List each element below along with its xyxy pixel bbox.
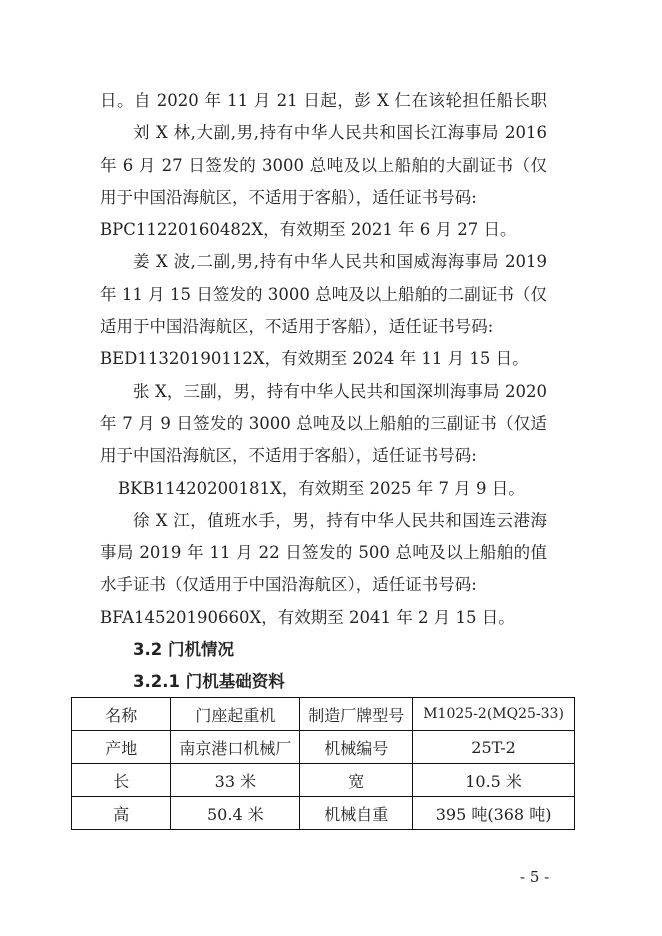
text-line: 适用于中国沿海航区，不适用于客船），适任证书号码: (100, 317, 494, 337)
table-row (72, 731, 575, 764)
table-cell: 制造厂牌型号 (300, 698, 413, 731)
text-line: 年 6 月 27 日签发的 3000 总吨及以上船舶的大副证书（仅 (100, 155, 547, 175)
table-cell: 机械自重 (300, 797, 413, 830)
text-line: BED11320190112X，有效期至 2024 年 11 月 15 日。 (100, 349, 529, 369)
table-cell: 名称 (72, 698, 171, 731)
text-line: 徐 X 江，值班水手，男，持有中华人民共和国连云港海 (133, 510, 547, 530)
table-row (72, 764, 575, 797)
crane-info-table (71, 697, 575, 830)
text-line: 用于中国沿海航区，不适用于客船），适任证书号码: (100, 446, 477, 466)
text-line: 用于中国沿海航区，不适用于客船），适任证书号码: (100, 187, 477, 207)
table-cell: 25T-2 (413, 731, 575, 764)
table-cell: 长 (72, 764, 171, 797)
subsection-heading: 3.2.1 门机基础资料 (133, 672, 285, 692)
body-text (100, 85, 547, 699)
table-row (72, 698, 575, 731)
text-line: 年 7 月 9 日签发的 3000 总吨及以上船舶的三副证书（仅适 (100, 413, 547, 433)
table-row (72, 797, 575, 830)
table-cell: 395 吨(368 吨) (413, 797, 575, 830)
text-line: BFA14520190660X，有效期至 2041 年 2 月 15 日。 (100, 607, 515, 627)
table-cell: 10.5 米 (413, 764, 575, 797)
text-line: BPC11220160482X，有效期至 2021 年 6 月 27 日。 (100, 220, 517, 240)
table-cell: M1025-2(MQ25-33) (413, 698, 575, 731)
section-heading: 3.2 门机情况 (133, 640, 234, 660)
table-cell: 门座起重机 (171, 698, 300, 731)
text-line: BKB11420200181X，有效期至 2025 年 7 月 9 日。 (118, 478, 525, 498)
text-line: 日。自 2020 年 11 月 21 日起，彭 X 仁在该轮担任船长职 (100, 91, 547, 110)
table-cell: 宽 (300, 764, 413, 797)
text-line: 年 11 月 15 日签发的 3000 总吨及以上船舶的二副证书（仅 (100, 284, 547, 304)
text-line: 水手证书（仅适用于中国沿海航区），适任证书号码: (100, 575, 477, 595)
text-line: 事局 2019 年 11 月 22 日签发的 500 总吨及以上船舶的值 (100, 543, 547, 563)
table-cell: 机械编号 (300, 731, 413, 764)
table-cell: 高 (72, 797, 171, 830)
page-number: - 5 - (520, 868, 550, 886)
table-cell: 产地 (72, 731, 171, 764)
table-cell: 33 米 (171, 764, 300, 797)
text-line: 刘 X 林,大副,男,持有中华人民共和国长江海事局 2016 (133, 123, 547, 143)
text-line: 张 X，三副，男，持有中华人民共和国深圳海事局 2020 (133, 381, 547, 401)
table-cell: 50.4 米 (171, 797, 300, 830)
text-line: 姜 X 波,二副,男,持有中华人民共和国威海海事局 2019 (133, 252, 547, 272)
table-cell: 南京港口机械厂 (171, 731, 300, 764)
